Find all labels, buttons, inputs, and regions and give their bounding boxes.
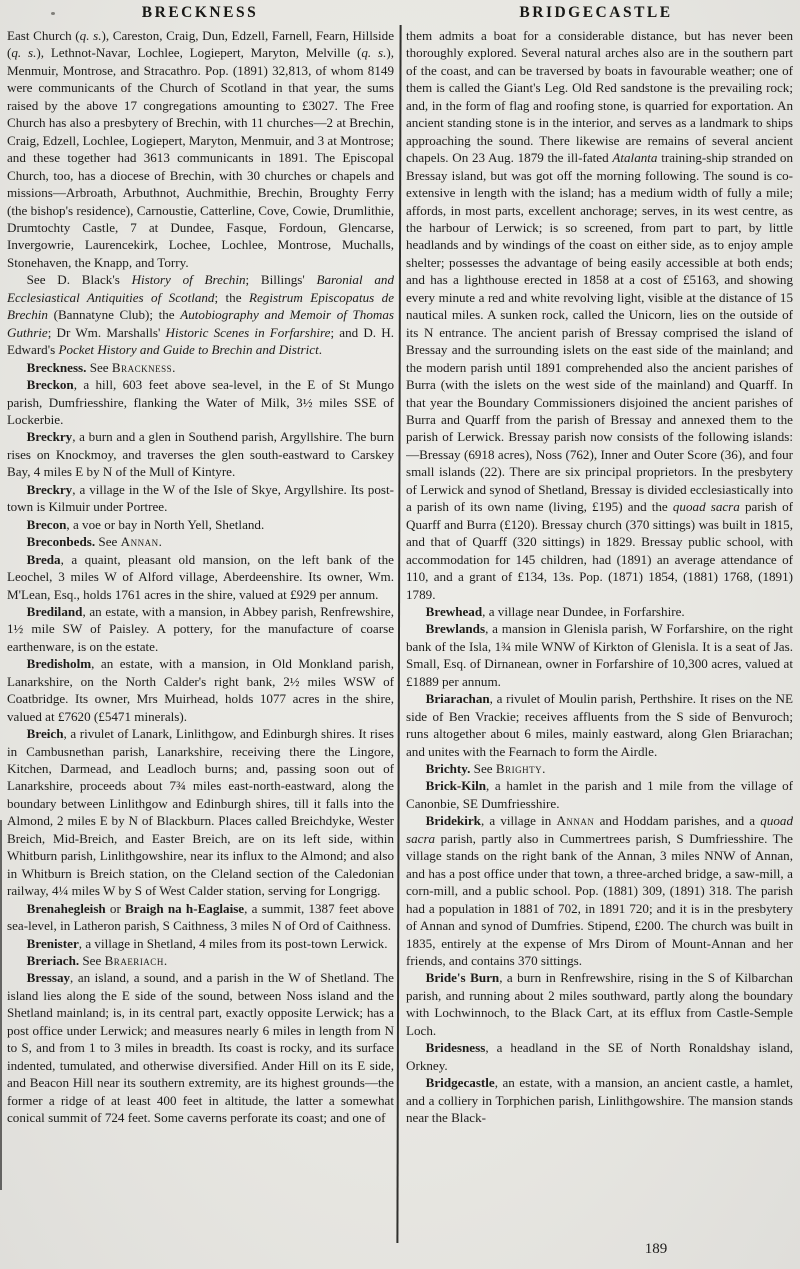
- entry-headword: Breconbeds.: [26, 534, 96, 550]
- column-left: [7, 27, 394, 1267]
- entry-paragraph: [7, 481, 394, 516]
- entry-text: ), Menmuir, Montrose, and Stracathro. Pop. (1891) 32,813, of whom 8149 were communicants of the Church of Scotland in that year, the sums raised by the above 17 congregations amounting to £3027. The Free Church has also a presbytery of Brechin, with 11 churches—2 at Brechin, Craig, Edzell, Lochlee, Logiepert, Maryton, Menmuir, and 3 at Montrose; and these together had 3613 communicants in 1891. The Episcopal Church, too, has a diocese of Brechin, with 30 churches or chapels and missions—Arbroath, Arbuthnot, Auchmithie, Brechin, Broughty Ferry (the bishop's residence), Carnoustie, Catterline, Cove, Cowie, Drumlithie, Drumtochty Castle, 7 at Dundee, Fasque, Fordoun, Glencarse, Invergowrie, Laurencekirk, Lochee, Lochlee, Montrose, Muchalls, Stonehaven, the Knapp, and Torry.: [7, 45, 394, 270]
- entry-text: See D. Black's: [26, 272, 132, 288]
- entry-text: or: [105, 900, 126, 916]
- entry-text: parish, partly also in Cummertrees parish, S Dumfriesshire. The village stands on the right bank of the Annan, 3 miles NNW of Annan, and has a post office under that town, a three-arched bridge, a saw-mill, a corn-mill, and a public school. Pop. (1881) 309, (1891) 318. The parish had a population in 1881 of 702, in 1891 720; and it is in the presbytery of Annan and synod of Dumfries. Stipend, £200. The church was built in 1835, entirely at the expense of Mrs Dirom of Mount-Annan and her friends, and contains 370 sittings.: [406, 830, 793, 969]
- entry-headword: Breckness.: [26, 359, 87, 375]
- entry-text: them admits a boat for a considerable distance, but has never been thoroughly explored. Several natural arches also are in the southern part of the coast, and can be traversed by boats in favourable weather; one of them is called the Giant's Leg. Old Red sandstone is the prevailing rock; and, in the form of flag and roofing stone, is quarried for exportation. An ancient standing stone is in the interior, and serves as a landmark to ships approaching the sound. There likewise are remains of several ancient chapels. On 23 Aug. 1879 the ill-fated: [406, 28, 793, 166]
- entry-text: , a summit, 1387 feet above sea-level, in Latheron parish, S Caithness, 3 miles N of Ord of Caithness.: [7, 900, 394, 934]
- entry-headword: Braigh na h-Eaglaise: [125, 900, 245, 916]
- entry-headword: Breriach.: [26, 953, 80, 969]
- entry-text: , a mansion in Glenisla parish, W Forfarshire, on the right bank of the Isla, 1¾ mile WNW of Kirkton of Glenisla. It is a seat of Jas. Small, Esq. of Dirnanean, owner in Forfarshire of 10,300 acres, valued at £1889 per annum.: [406, 621, 793, 689]
- entry-paragraph: [7, 935, 394, 952]
- entry-text: East Church (: [7, 28, 80, 43]
- running-head-left: BRECKNESS: [141, 4, 259, 21]
- entry-headword: Bressay: [26, 970, 71, 986]
- page-number: 189: [644, 1241, 668, 1257]
- entry-text: Historic Scenes in Forfarshire: [165, 324, 331, 340]
- entry-headword: Breckry: [26, 429, 73, 445]
- entry-text: q. s.: [361, 45, 387, 61]
- entry-text: , a quaint, pleasant old mansion, on the left bank of the Leochel, 3 miles W of Alford village, Aberdeenshire. Its owner, Wm. M'Lean, Esq., holds 1761 acres in the shire, valued at £929 per annum.: [7, 551, 394, 602]
- entry-paragraph: [7, 603, 394, 655]
- entry-text: , an estate, with a mansion, an ancient castle, a hamlet, and a colliery in Torphichen parish, Linlithgowshire. The mansion stands near the Black-: [406, 1075, 793, 1126]
- entry-text: q. s.: [11, 45, 37, 61]
- entry-headword: Briarachan: [425, 691, 490, 707]
- entry-text: (Bannatyne Club); the: [47, 307, 181, 323]
- entry-text: parish of Quarff and Burra (£120). Bressay church (370 sittings) was built in 1815, and that of Quarff (320 sittings) in 1829. Bressay public school, with accommodation for 145 children, had (1891) an average attendance of 110, and a grant of £134, 13s. Pop. (1871) 1854, (1881) 1768, (1891) 1789.: [406, 499, 793, 602]
- entry-headword: Breckry: [26, 481, 73, 497]
- entry-paragraph: [406, 1039, 793, 1074]
- entry-headword: Brenahegleish: [26, 900, 106, 916]
- entry-text: quoad sacra: [672, 499, 740, 515]
- entry-text: , a village near Dundee, in Forfarshire.: [482, 603, 685, 619]
- entry-text: , a rivulet of Moulin parish, Perthshire. It rises on the NE side of Ben Vrackie; receives affluents from the S side of Benvuroch; runs altogether about 6 miles, mainly eastward, along Glen Briarachan; and unites with the Fearnach to form the Airdle.: [406, 691, 793, 759]
- entry-text: .: [542, 761, 546, 777]
- entry-text: .: [158, 534, 162, 550]
- entry-paragraph: [406, 603, 793, 620]
- entry-text: Annan: [556, 813, 595, 829]
- entry-headword: Breckon: [26, 377, 74, 393]
- entry-paragraph: [406, 27, 793, 603]
- entry-paragraph: [7, 969, 394, 1126]
- scan-edge-artifact: [0, 820, 2, 1190]
- column-right: [406, 27, 793, 1267]
- entry-paragraph: [7, 725, 394, 900]
- entry-text: Braeriach: [104, 953, 164, 969]
- entry-headword: Breich: [26, 726, 64, 742]
- entry-text: ), Lethnot-Navar, Lochlee, Logiepert, Maryton, Melville (: [36, 45, 362, 61]
- entry-text: ; the: [214, 289, 249, 305]
- entry-text: , a rivulet of Lanark, Linlithgow, and Edinburgh shires. It rises in Cambusnethan parish, Lanarkshire, receiving there the Lingore, Kitchen, Darmead, and Leadloch burns; and, passing soon out of Lanarkshire, proceeds about 7¾ miles east-north-eastward, along the boundary between Linlithgow and Edinburgh shires, till it falls into the Almond, 2 miles E by N of Blackburn. Places called Breichdyke, Wester Breich, Mid-Breich, and Easter Breich, are on its left side, within Whitburn parish, Linlithgowshire, near its influx to the Almond; and also in Whitburn is Breich station, on the Cleland section of the Caledonian railway, 4¼ miles W by S of West Calder station, serving for Longrigg.: [7, 726, 394, 899]
- entry-headword: Brewlands: [425, 621, 486, 637]
- entry-text: See: [470, 761, 496, 777]
- entry-paragraph: [406, 969, 793, 1039]
- entry-paragraph: [7, 533, 394, 550]
- entry-text: , an estate, with a mansion, in Old Monkland parish, Lanarkshire, on the North Calder's right bank, 2½ miles WSW of Coatbridge. Its owner, Mrs Muirhead, holds 1077 acres in the shire, valued at £7620 (£5471 minerals).: [7, 656, 394, 724]
- entry-paragraph: [406, 620, 793, 690]
- entry-headword: Brick-Kiln: [425, 778, 487, 794]
- entry-headword: Bride's Burn: [425, 970, 500, 986]
- entry-text: Brackness: [111, 359, 173, 375]
- entry-text: training-ship stranded on Bressay island, but was got off the morning following. The sound is co-extensive in length with the island; has a medium width of fully a mile; affords, in most parts, excellent anchorage; serves, in its west centre, as the harbour of Lerwick; is so screened, from part to part, by little headlands and by windings of the coast on either side, as to enjoy ample shelter; possesses the advantage of being easily accessible at both ends; and has a lighthouse erected in 1858 at a cost of £5163, and showing every minute a red and white revolving light, visible at the distance of 15 nautical miles. A sunken rock, called the Unicorn, lies on the outside of its N entrance. The ancient parish of Bressay comprised the island of Bressay and the surrounding islets on the east side of the mainland; and the modern parish until 1891 comprehended also the ancient parishes of Burra (with the islets on the west side of the mainland) and Quarff. In that year the Boundary Commissioners disjoined the ancient parishes of Burra and Quarff from the parish of Bressay and annexed them to the parish of Lerwick. Bressay parish now consists of the following islands:—Bressay (6918 acres), Noss (762), Inner and Outer Score (36), and four small islands (22). There are six principal proprietors. In the presbytery of Lerwick and synod of Shetland, Bressay is divided ecclesiastically into a parish of its own name (living, £195) and the: [406, 150, 793, 515]
- entry-text: .: [172, 359, 176, 375]
- entry-paragraph: [406, 690, 793, 760]
- entry-text: ; and D. H. Edward's: [7, 324, 394, 358]
- entry-text: , a voe or bay in North Yell, Shetland.: [66, 516, 265, 532]
- entry-text: , a village in: [480, 813, 557, 829]
- entry-text: , a burn and a glen in Southend parish, Argyllshire. The burn rises on Knockmoy, and traverses the glen south-eastward to Carskey Bay, 4 miles E by N of the Mull of Kintyre.: [7, 429, 394, 480]
- entry-text: ; Billings': [245, 272, 317, 288]
- entry-text: ; Dr Wm. Marshalls': [47, 324, 166, 340]
- entry-text: Registrum Episcopatus de Brechin: [7, 289, 394, 323]
- entry-text: Brighty: [495, 761, 543, 777]
- entry-paragraph: [7, 516, 394, 533]
- entry-paragraph: [7, 359, 394, 376]
- entry-headword: Bredisholm: [26, 656, 92, 672]
- entry-paragraph: [7, 952, 394, 969]
- entry-headword: Brenister: [26, 935, 79, 951]
- entry-text: Baronial and Ecclesiastical Antiquities of Scotland: [7, 272, 394, 305]
- entry-text: Atalanta: [612, 150, 658, 166]
- entry-text: History of Brechin: [131, 272, 246, 288]
- entry-paragraph: [7, 27, 394, 271]
- entry-headword: Brichty.: [425, 761, 471, 777]
- entry-paragraph: [7, 428, 394, 480]
- entry-text: .: [163, 953, 168, 969]
- entry-paragraph: [406, 760, 793, 777]
- entry-paragraph: [406, 777, 793, 812]
- entry-headword: Brediland: [26, 603, 83, 619]
- entry-text: Pocket History and Guide to Brechin and District: [58, 342, 319, 358]
- entry-text: , a village in Shetland, 4 miles from its post-town Lerwick.: [78, 935, 388, 951]
- entry-text: , a hill, 603 feet above sea-level, in the E of St Mungo parish, Dumfriesshire, flanking the Water of Milk, 3½ miles SSE of Lockerbie.: [7, 377, 394, 427]
- entry-text: q. s.: [79, 28, 102, 43]
- entry-paragraph: [7, 900, 394, 935]
- entry-paragraph: [7, 376, 394, 428]
- scan-speck-artifact: [51, 12, 55, 15]
- entry-text: .: [318, 342, 322, 358]
- entry-text: , a burn in Renfrewshire, rising in the S of Kilbarchan parish, and running about 2 miles southward, partly along the boundary with Lochwinnoch, to the Black Cart, at its efflux from Castle-Semple Loch.: [406, 970, 793, 1038]
- entry-text: quoad sacra: [406, 813, 793, 846]
- entry-text: and Hoddam parishes, and a: [594, 813, 761, 829]
- entry-text: See: [86, 359, 112, 375]
- entry-text: See: [79, 953, 105, 969]
- entry-text: Autobiography and Memoir of Thomas Guthrie: [7, 307, 394, 340]
- running-head-right: BRIDGECASTLE: [519, 4, 673, 21]
- entry-headword: Brecon: [26, 516, 67, 532]
- entry-paragraph: [7, 655, 394, 725]
- entry-text: , an island, a sound, and a parish in the W of Shetland. The island lies along the E side of the sound, between Noss island and the Shetland mainland; is, in its central part, exactly opposite Lerwick; has a post office under Lerwick; and measures nearly 6 miles in length from N to S, and from 1 to 3 miles in breadth. Its coast is rocky, and its surface indented, tumulated, and otherwise diversified. Ander Hill on its E side, and Beacon Hill near its southern extremity, are its highest grounds—the former a ridge of at least 400 feet in altitude, the latter a somewhat conical summit of 724 feet. Some caverns perforate its coast; and one of: [7, 970, 394, 1126]
- entry-headword: Bridekirk: [425, 813, 481, 829]
- entry-paragraph: [7, 271, 394, 358]
- entry-text: See: [95, 534, 121, 550]
- entry-text: , a hamlet in the parish and 1 mile from the village of Canonbie, SE Dumfriesshire.: [406, 778, 793, 811]
- entry-headword: Brewhead: [425, 603, 483, 619]
- entry-paragraph: [406, 1074, 793, 1126]
- entry-paragraph: [7, 551, 394, 603]
- entry-paragraph: [406, 812, 793, 969]
- entry-text: Annan: [120, 534, 159, 550]
- column-divider-rule: [396, 25, 401, 1243]
- entry-headword: Breda: [26, 551, 61, 567]
- entry-headword: Bridgecastle: [425, 1075, 495, 1091]
- entry-text: , a village in the W of the Isle of Skye, Argyllshire. Its post-town is Kilmuir under Portree.: [7, 481, 394, 515]
- entry-text: ), Careston, Craig, Dun, Edzell, Farnell, Fearn, Hillside (: [7, 28, 394, 61]
- entry-text: , an estate, with a mansion, in Abbey parish, Renfrewshire, 1½ mile SW of Paisley. A pottery, for the manufacture of coarse earthenware, is on the estate.: [7, 603, 394, 654]
- entry-text: , a headland in the SE of North Ronaldshay island, Orkney.: [406, 1040, 793, 1073]
- entry-headword: Bridesness: [425, 1040, 486, 1056]
